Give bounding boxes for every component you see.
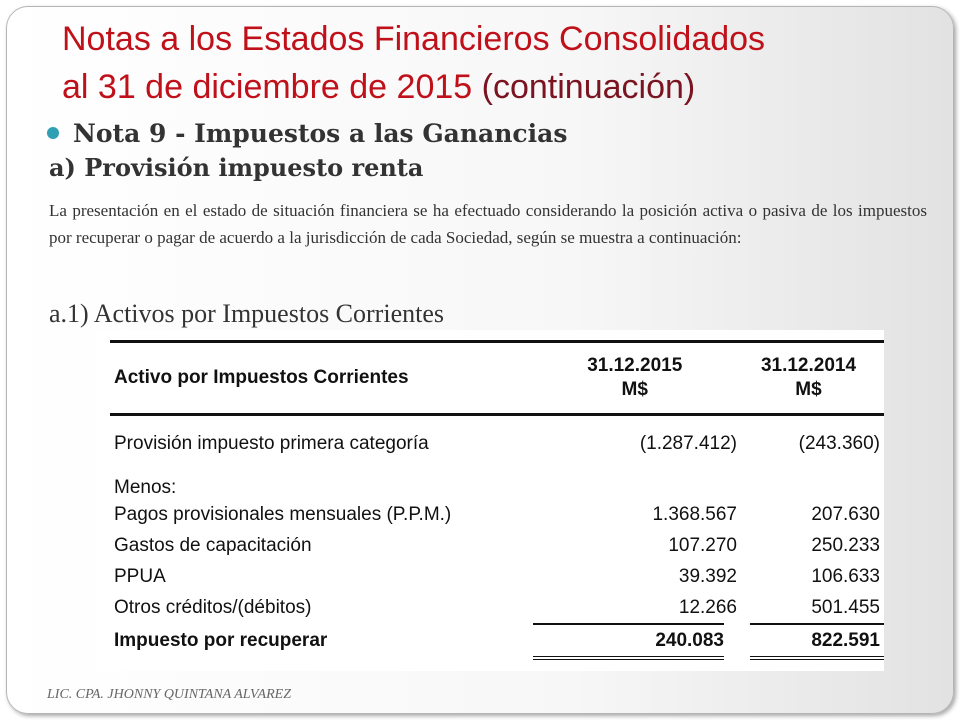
row-value-2014: [737, 459, 884, 499]
table-row: [110, 561, 884, 592]
row-label: Menos:: [114, 477, 177, 498]
row-label: Provisión impuesto primera categoría: [114, 432, 429, 454]
row-value-2014: 106.633: [811, 565, 880, 587]
tax-table-image: [96, 330, 884, 671]
nota-bullet: [47, 113, 567, 153]
total-label: Impuesto por recuperar: [114, 630, 328, 651]
title-line-2: [62, 63, 932, 111]
total-value-2015: 240.083: [533, 624, 737, 658]
slide-title: [62, 15, 932, 111]
row-value-2014: 250.233: [811, 534, 880, 556]
row-value-2015: 39.392: [678, 565, 737, 587]
row-value-2015: 1.368.567: [652, 503, 737, 525]
table-row: [110, 459, 884, 499]
header-date-2015: 31.12.2015: [587, 355, 683, 376]
row-value-2015: [533, 459, 737, 499]
paragraph: La presentación en el estado de situación financiera se ha efectuado considerando la posición activa o pasiva de los impuestos por recuperar o pagar de acuerdo a la jurisdicción de cada Sociedad, según se muestra a continuación:: [49, 201, 927, 247]
table-row: [110, 428, 884, 459]
row-label: PPUA: [114, 565, 166, 587]
bullet-dot-icon: [47, 127, 59, 139]
row-value-2014: 501.455: [811, 596, 880, 618]
tax-table: [110, 340, 884, 660]
header-unit-2015: M$: [621, 379, 648, 400]
row-value-2015: 12.266: [678, 596, 737, 618]
header-label: Activo por Impuestos Corrientes: [110, 342, 533, 415]
header-col-2015: [533, 342, 737, 415]
table-row: [110, 592, 884, 624]
table-header-row: [110, 342, 884, 415]
row-value-2014: 207.630: [811, 503, 880, 525]
title-continuation: (continuación): [481, 68, 696, 106]
table-row: [110, 530, 884, 561]
total-value-2014: 822.591: [737, 624, 884, 658]
table-row: [110, 499, 884, 530]
row-value-2014: (243.360): [798, 432, 880, 454]
nota-heading: Nota 9 - Impuestos a las Ganancias: [73, 118, 568, 148]
subsection-heading: a.1) Activos por Impuestos Corrientes: [49, 299, 444, 328]
slide: [6, 6, 954, 714]
footer-author: LIC. CPA. JHONNY QUINTANA ALVAREZ: [47, 687, 291, 702]
row-label: Otros créditos/(débitos): [114, 597, 312, 618]
header-col-2014: [737, 342, 884, 415]
table-total-row: [110, 624, 884, 658]
title-date: al 31 de diciembre de 2015: [62, 68, 473, 106]
row-label: Gastos de capacitación: [114, 534, 312, 556]
row-value-2015: (1.287.412): [639, 432, 737, 454]
table-spacer-row: [110, 415, 884, 429]
row-value-2015: 107.270: [668, 534, 737, 556]
subheading: a) Provisión impuesto renta: [49, 153, 424, 182]
header-date-2014: 31.12.2014: [760, 355, 857, 376]
title-line-1: Notas a los Estados Financieros Consolidados: [62, 20, 766, 58]
header-unit-2014: M$: [795, 379, 822, 400]
row-label: Pagos provisionales mensuales (P.P.M.): [114, 503, 452, 525]
